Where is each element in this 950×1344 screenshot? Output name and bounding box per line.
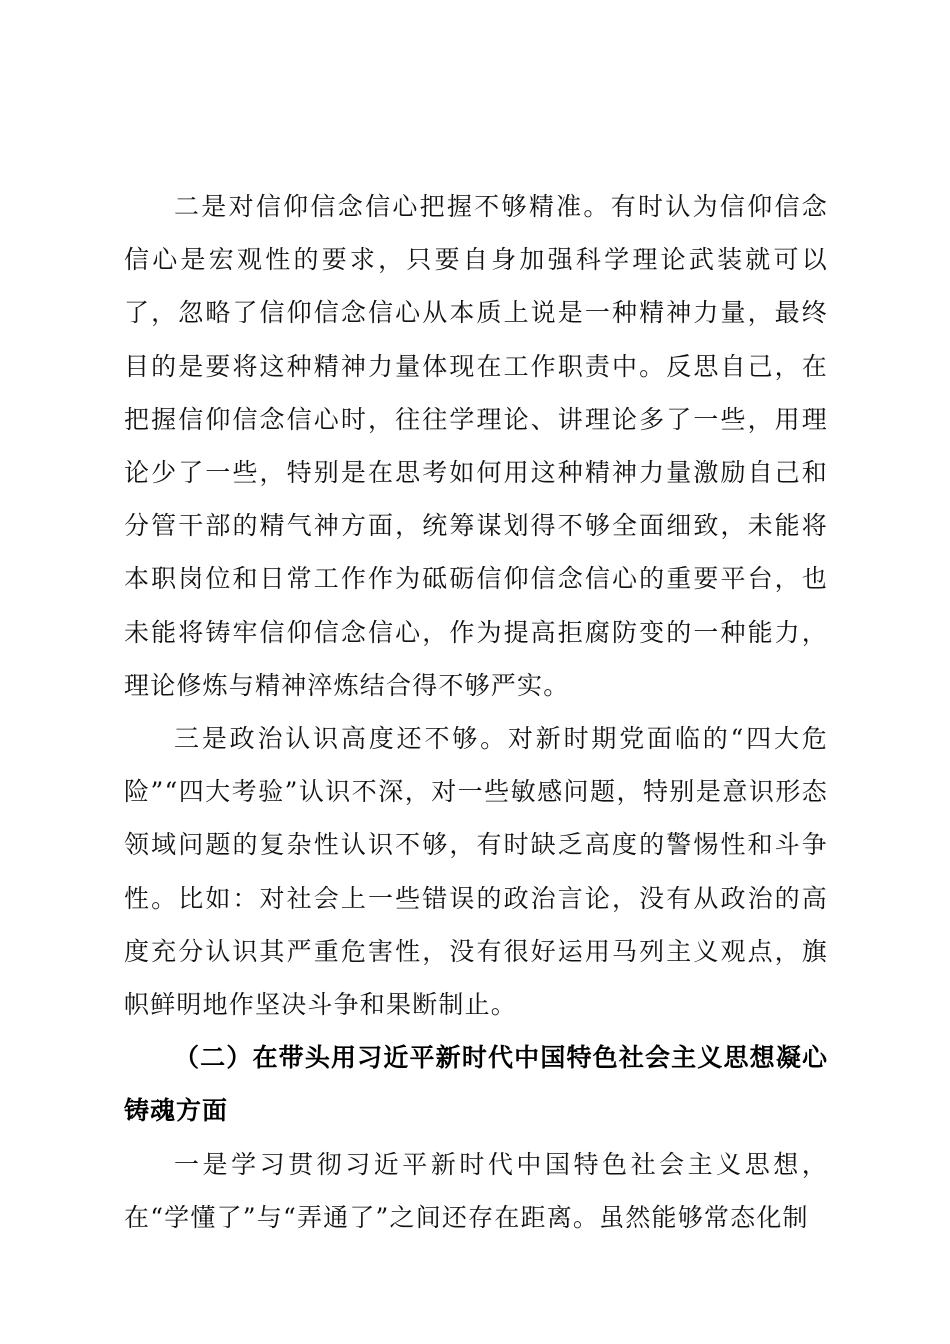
paragraph-political-awareness: 三是政治认识高度还不够。对新时期党面临的“四大危险”“四大考验”认识不深，对一些敏感问题，特别是意识形态领域问题的复杂性认识不够，有时缺乏高度的警惕性和斗争性。比如：对社会上一些错误的政治言论，没有从政治的高度充分认识其严重危害性，没有很好运用马列主义观点，旗帜鲜明地作坚决斗争和果断制止。 [124, 724, 828, 1020]
section-heading: （二）在带头用习近平新时代中国特色社会主义思想凝心铸魂方面 [124, 1043, 828, 1126]
paragraph-faith-conviction: 二是对信仰信念信心把握不够精准。有时认为信仰信念信心是宏观性的要求，只要自身加强科学理论武装就可以了，忽略了信仰信念信心从本质上说是一种精神力量，最终目的是要将这种精神力量体现在工作职责中。反思自己，在把握信仰信念信心时，往往学理论、讲理论多了一些，用理论少了一些，特别是在思考如何用这种精神力量激励自己和分管干部的精气神方面，统筹谋划得不够全面细致，未能将本职岗位和日常工作作为砥砺信仰信念信心的重要平台，也未能将铸牢信仰信念信心，作为提高拒腐防变的一种能力，理论修炼与精神淬炼结合得不够严实。 [124, 192, 828, 700]
paragraph-study-thought: 一是学习贯彻习近平新时代中国特色社会主义思想，在“学懂了”与“弄通了”之间还存在距离。虽然能够常态化制 [124, 1149, 828, 1232]
document-body [124, 180, 828, 1244]
